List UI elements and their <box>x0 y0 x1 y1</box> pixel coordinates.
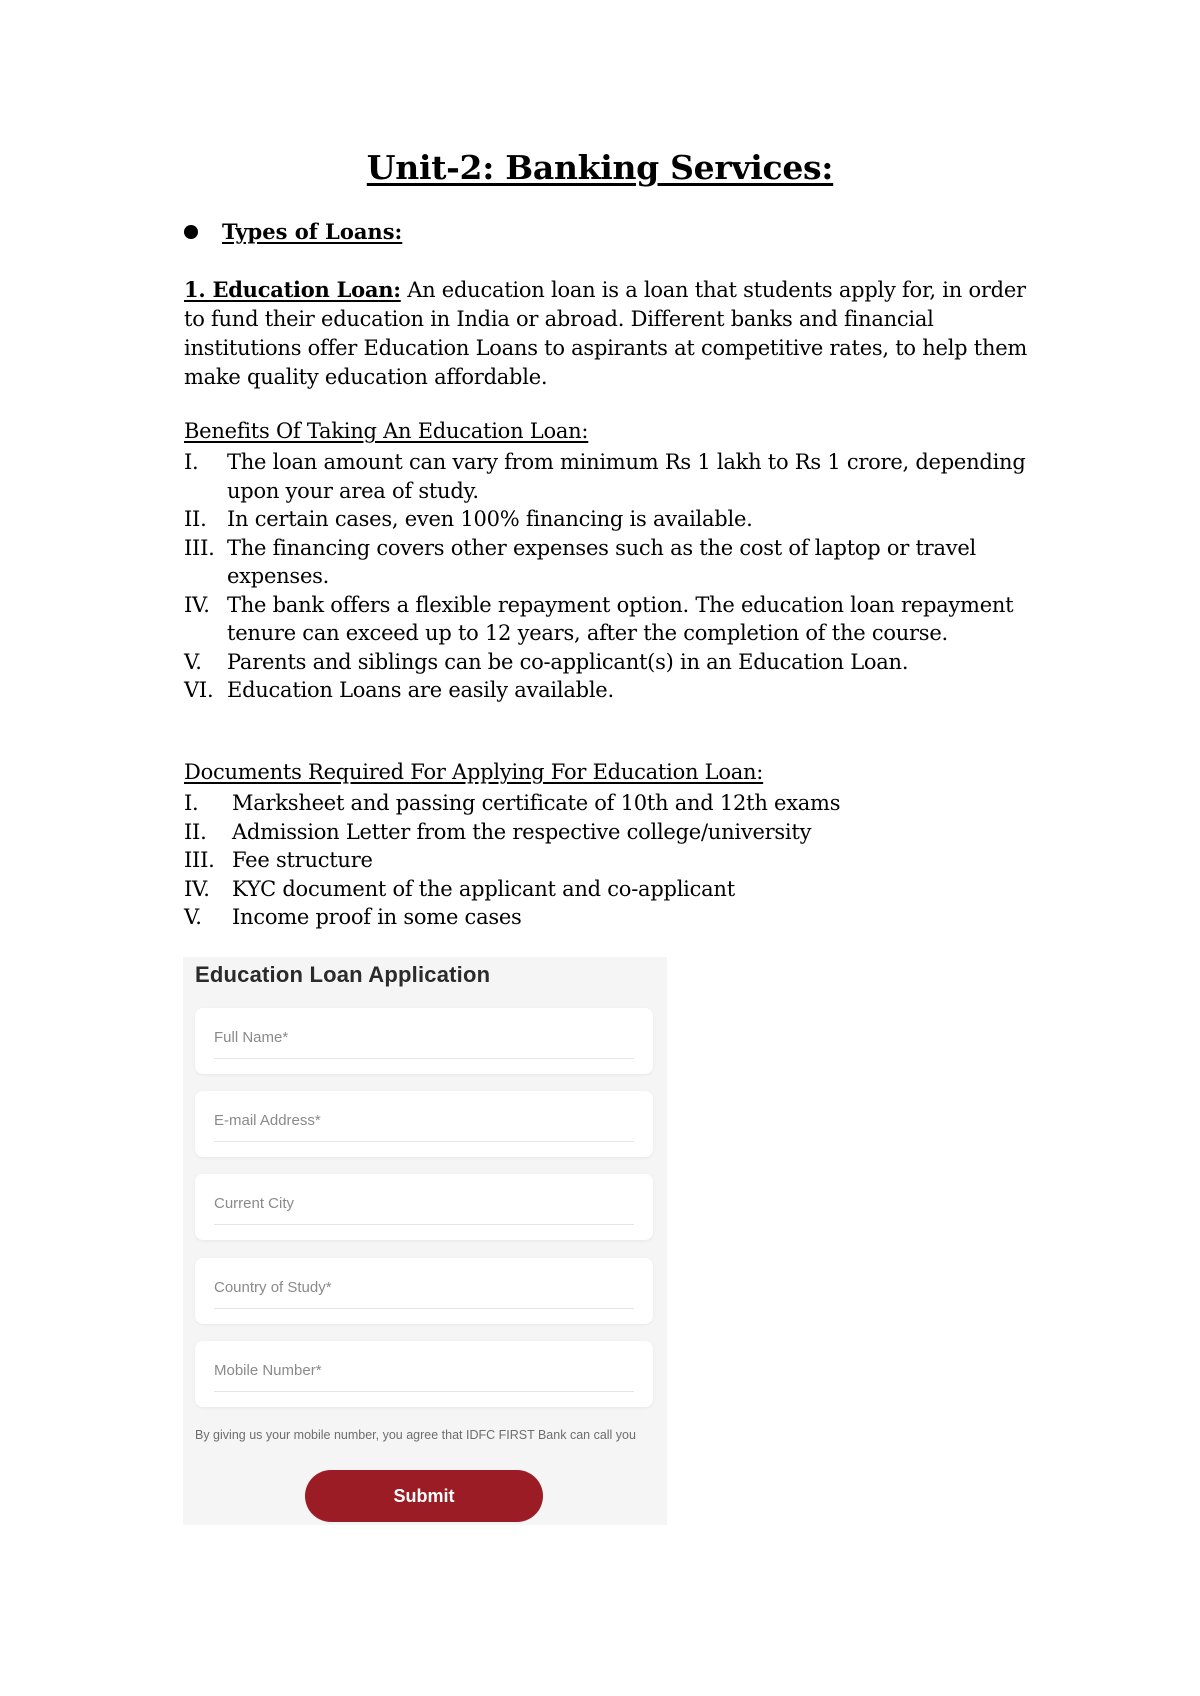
current-city-field[interactable] <box>195 1174 653 1240</box>
field-underline <box>214 1141 634 1142</box>
list-item <box>184 591 1044 648</box>
list-item-text: Education Loans are easily available. <box>227 678 614 702</box>
list-item-text: The loan amount can vary from minimum Rs 1 lakh to Rs 1 crore, depending upon your area of study. <box>227 450 1026 503</box>
field-underline <box>214 1224 634 1225</box>
full-name-field[interactable] <box>195 1008 653 1074</box>
email-field[interactable] <box>195 1091 653 1157</box>
education-loan-paragraph <box>184 275 1034 392</box>
education-loan-description: An education loan is a loan that students apply for, in order to fund their education in India or abroad. Different banks and financial institutions offer Education Loans to aspirants at competitive rates, to help them make quality education affordable. <box>184 278 1028 389</box>
country-of-study-field[interactable] <box>195 1258 653 1324</box>
list-item-text: KYC document of the applicant and co-applicant <box>232 876 735 901</box>
form-title: Education Loan Application <box>195 962 491 987</box>
list-item-number: I. <box>184 450 199 474</box>
field-underline <box>214 1058 634 1059</box>
email-placeholder: E-mail Address* <box>214 1112 321 1129</box>
list-item-text: Marksheet and passing certificate of 10th and 12th exams <box>232 791 841 815</box>
list-item-text: Income proof in some cases <box>232 905 522 929</box>
list-item <box>184 505 1044 534</box>
field-underline <box>214 1308 634 1309</box>
submit-button[interactable]: Submit <box>305 1470 543 1522</box>
loan-application-form <box>183 957 667 1525</box>
list-item-text: Parents and siblings can be co-applicant(s) in an Education Loan. <box>227 649 909 674</box>
list-item <box>184 903 1044 932</box>
list-item-text: Fee structure <box>232 848 373 872</box>
list-item <box>184 448 1044 505</box>
list-item <box>184 818 1044 847</box>
list-item <box>184 875 1044 904</box>
list-item-number: III. <box>184 535 215 560</box>
bullet-icon <box>184 225 198 239</box>
list-item-number: VI. <box>184 678 214 702</box>
field-underline <box>214 1391 634 1392</box>
list-item <box>184 534 1044 591</box>
list-item-text: The bank offers a flexible repayment option. The education loan repayment tenure can exceed up to 12 years, after the completion of the course. <box>227 592 1014 645</box>
current-city-placeholder: Current City <box>214 1195 295 1212</box>
list-item-number: IV. <box>184 876 210 901</box>
documents-list <box>184 789 1044 932</box>
list-item-number: V. <box>184 649 202 674</box>
list-item-number: II. <box>184 507 207 531</box>
list-item-number: V. <box>184 905 202 929</box>
list-item <box>184 648 1044 677</box>
list-item <box>184 789 1044 818</box>
benefits-heading: Benefits Of Taking An Education Loan: <box>184 419 589 443</box>
list-item-text: In certain cases, even 100% financing is available. <box>227 507 753 531</box>
full-name-placeholder: Full Name* <box>214 1029 289 1046</box>
section-heading-text: Types of Loans: <box>222 219 403 244</box>
list-item-number: II. <box>184 819 207 844</box>
country-of-study-placeholder: Country of Study* <box>214 1279 332 1296</box>
page-title: Unit-2: Banking Services: <box>366 148 834 187</box>
list-item-text: The financing covers other expenses such as the cost of laptop or travel expenses. <box>227 535 977 588</box>
list-item-number: IV. <box>184 592 210 617</box>
list-item <box>184 846 1044 875</box>
list-item-number: III. <box>184 848 215 872</box>
list-item <box>184 676 1044 705</box>
list-item-number: I. <box>184 791 199 815</box>
education-loan-lead: 1. Education Loan: <box>184 277 401 302</box>
documents-heading: Documents Required For Applying For Education Loan: <box>184 760 764 784</box>
mobile-number-field[interactable] <box>195 1341 653 1407</box>
consent-text: By giving us your mobile number, you agree that IDFC FIRST Bank can call you <box>195 1428 636 1442</box>
list-item-text: Admission Letter from the respective college/university <box>232 819 812 844</box>
benefits-list <box>184 448 1044 705</box>
mobile-number-placeholder: Mobile Number* <box>214 1362 322 1379</box>
section-heading <box>184 219 402 244</box>
